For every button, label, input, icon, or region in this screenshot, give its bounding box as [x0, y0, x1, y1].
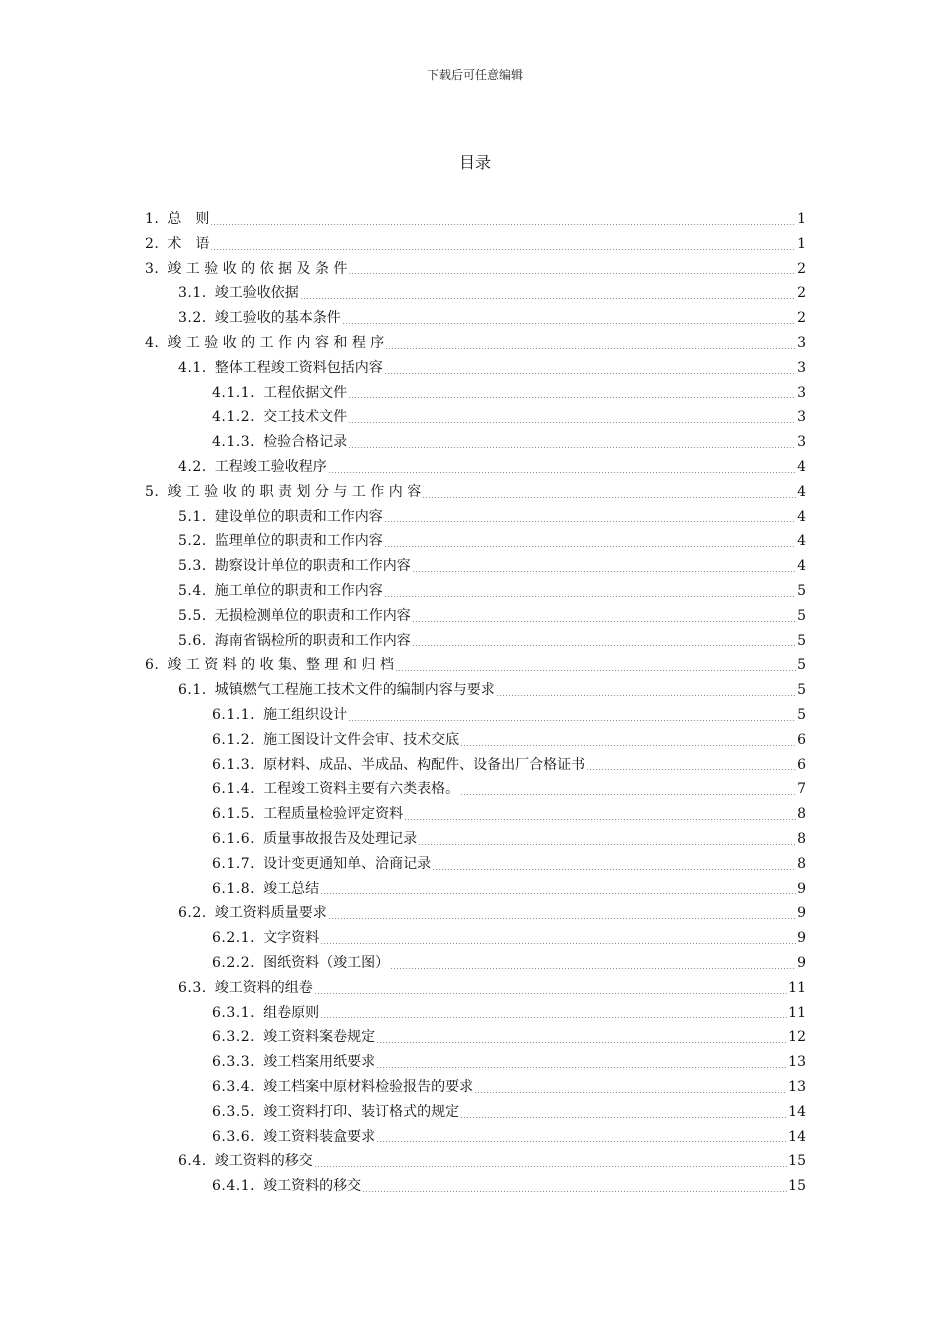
toc-dot-leader	[320, 943, 796, 944]
toc-entry[interactable]	[212, 728, 806, 753]
toc-entry[interactable]	[178, 554, 806, 579]
toc-entry-title: 工程竣工资料主要有六类表格。	[263, 781, 460, 798]
toc-dot-leader	[348, 397, 796, 398]
toc-entry-number: 5.	[145, 483, 160, 500]
toc-entry[interactable]	[212, 381, 806, 406]
toc-entry-number: 6.1.7.	[212, 855, 256, 872]
toc-entry-page: 7	[797, 781, 806, 798]
toc-entry-title: 监理单位的职责和工作内容	[214, 533, 383, 550]
toc-entry[interactable]	[178, 455, 806, 480]
toc-dot-leader	[348, 720, 796, 721]
toc-entry-title: 勘察设计单位的职责和工作内容	[214, 558, 411, 575]
toc-entry-title: 竣工资料的组卷	[214, 979, 313, 996]
toc-entry[interactable]	[212, 703, 806, 728]
toc-entry[interactable]	[145, 232, 806, 257]
toc-entry-title: 城镇燃气工程施工技术文件的编制内容与要求	[214, 682, 495, 699]
toc-entry[interactable]	[178, 1149, 806, 1174]
toc-entry-number: 6.2.	[178, 905, 207, 922]
toc-entry[interactable]	[212, 753, 806, 778]
toc-entry-title: 组卷原则	[263, 1004, 320, 1021]
toc-entry[interactable]	[212, 430, 806, 455]
toc-entry-page: 1	[797, 211, 806, 227]
toc-entry[interactable]	[145, 257, 806, 282]
toc-dot-leader	[586, 769, 796, 770]
toc-entry[interactable]	[212, 1174, 806, 1199]
toc-dot-leader	[376, 1067, 787, 1068]
toc-entry[interactable]	[212, 827, 806, 852]
toc-dot-leader	[384, 596, 796, 597]
toc-entry-number: 5.2.	[178, 533, 207, 550]
toc-dot-leader	[320, 1017, 787, 1018]
toc-entry[interactable]	[212, 1025, 806, 1050]
toc-entry-number: 6.3.	[178, 979, 207, 996]
toc-entry[interactable]	[178, 505, 806, 530]
toc-entry-page: 4	[797, 483, 806, 500]
toc-entry-page: 12	[788, 1029, 806, 1046]
toc-entry-number: 6.3.2.	[212, 1029, 256, 1046]
toc-entry[interactable]	[178, 579, 806, 604]
toc-dot-leader	[390, 968, 796, 969]
toc-entry-page: 5	[797, 707, 806, 723]
toc-dot-leader	[385, 348, 796, 349]
toc-entry-number: 6.3.4.	[212, 1079, 256, 1095]
toc-entry-number: 6.1.5.	[212, 806, 256, 823]
toc-entry-page: 3	[797, 384, 806, 401]
toc-entry-number: 6.1.	[178, 682, 207, 699]
toc-entry-page: 11	[788, 1004, 806, 1021]
toc-entry-page: 3	[797, 434, 806, 451]
toc-entry-page: 4	[797, 508, 806, 525]
toc-dot-leader	[412, 571, 796, 572]
toc-entry-number: 6.1.3.	[212, 756, 256, 773]
toc-entry-number: 6.4.	[178, 1153, 207, 1170]
toc-entry-title: 竣工资料的移交	[214, 1153, 313, 1170]
toc-entry-page: 6	[797, 756, 806, 773]
toc-entry-page: 5	[797, 657, 806, 674]
toc-entry-page: 4	[797, 533, 806, 550]
toc-entry-number: 5.5.	[178, 607, 207, 624]
toc-entry[interactable]	[178, 306, 806, 331]
toc-entry[interactable]	[178, 356, 806, 381]
toc-entry-page: 5	[797, 632, 806, 649]
toc-dot-leader	[376, 1042, 787, 1043]
toc-dot-leader	[422, 497, 796, 498]
toc-entry-title: 海南省锅检所的职责和工作内容	[214, 632, 411, 649]
toc-dot-leader	[460, 794, 796, 795]
toc-dot-leader	[300, 298, 796, 299]
toc-entry[interactable]	[178, 678, 806, 703]
toc-entry[interactable]	[178, 629, 806, 654]
toc-dot-leader	[328, 472, 796, 473]
toc-entry-number: 4.	[145, 335, 160, 351]
toc-entry-number: 6.3.3.	[212, 1054, 256, 1071]
toc-entry-page: 15	[788, 1178, 806, 1195]
toc-entry-page: 2	[797, 310, 806, 327]
toc-entry-number: 6.3.6.	[212, 1128, 256, 1145]
toc-entry-title: 竣工资料案卷规定	[263, 1029, 376, 1046]
page-title: 目录	[458, 153, 491, 172]
toc-entry-title: 文字资料	[263, 930, 320, 947]
toc-entry-page: 3	[797, 359, 806, 376]
toc-entry[interactable]	[178, 281, 806, 306]
toc-entry-title: 施工图设计文件会审、技术交底	[263, 731, 460, 748]
toc-entry-page: 6	[797, 731, 806, 748]
toc-entry-number: 6.	[145, 657, 160, 674]
toc-entry-number: 6.3.1.	[212, 1004, 256, 1021]
toc-entry-title: 竣工资料的移交	[263, 1178, 362, 1195]
toc-entry[interactable]	[145, 207, 806, 232]
toc-dot-leader	[362, 1191, 787, 1192]
toc-entry-number: 4.1.	[178, 359, 207, 376]
toc-dot-leader	[348, 273, 796, 274]
toc-dot-leader	[418, 844, 796, 845]
toc-entry-title: 工程质量检验评定资料	[263, 806, 404, 823]
toc-entry-title: 竣 工 资 料 的 收 集、整 理 和 归 档	[167, 657, 394, 674]
toc-entry[interactable]	[212, 926, 806, 951]
toc-dot-leader	[348, 422, 796, 423]
toc-entry-title: 原材料、成品、半成品、构配件、设备出厂合格证书	[263, 756, 586, 773]
toc-dot-leader	[314, 1166, 787, 1167]
toc-entry[interactable]	[212, 852, 806, 877]
toc-entry-title: 竣工总结	[263, 880, 320, 897]
toc-dot-leader	[384, 521, 796, 522]
toc-entry[interactable]	[212, 802, 806, 827]
toc-entry-title: 竣 工 验 收 的 依 据 及 条 件	[167, 260, 348, 277]
toc-dot-leader	[460, 745, 796, 746]
toc-entry-title: 工程依据文件	[263, 384, 348, 401]
toc-entry-number: 6.3.5.	[212, 1103, 256, 1120]
toc-entry[interactable]	[178, 901, 806, 926]
toc-entry[interactable]	[145, 331, 806, 356]
toc-entry[interactable]	[212, 1050, 806, 1075]
toc-entry-number: 1.	[145, 211, 160, 227]
toc-entry-number: 4.1.1.	[212, 384, 256, 401]
page-header: 下载后可任意编辑	[426, 68, 523, 82]
toc-entry-page: 13	[788, 1054, 806, 1071]
toc-entry-page: 9	[797, 905, 806, 922]
toc-dot-leader	[348, 447, 796, 448]
toc-dot-leader	[328, 918, 796, 919]
toc-entry-title: 竣工档案中原材料检验报告的要求	[263, 1079, 474, 1095]
toc-entry-page: 14	[788, 1103, 806, 1120]
toc-entry-title: 竣工档案用纸要求	[263, 1054, 376, 1071]
toc-entry-title: 总 则	[167, 211, 210, 227]
toc-entry-title: 交工技术文件	[263, 409, 348, 426]
toc-dot-leader	[314, 993, 787, 994]
toc-entry-number: 3.	[145, 260, 160, 277]
toc-dot-leader	[384, 546, 796, 547]
toc-entry-page: 9	[797, 930, 806, 947]
toc-entry-number: 5.1.	[178, 508, 207, 525]
toc-dot-leader	[460, 1117, 787, 1118]
toc-entry-page: 9	[797, 880, 806, 897]
toc-entry-page: 8	[797, 831, 806, 847]
toc-entry-number: 3.2.	[178, 310, 207, 327]
toc-entry-title: 施工单位的职责和工作内容	[214, 583, 383, 599]
toc-entry[interactable]	[212, 1100, 806, 1125]
toc-entry-number: 5.6.	[178, 632, 207, 649]
toc-entry[interactable]	[212, 951, 806, 976]
toc-entry-number: 3.1.	[178, 285, 207, 302]
toc-entry-page: 5	[797, 583, 806, 599]
toc-entry[interactable]	[212, 777, 806, 802]
toc-entry-title: 无损检测单位的职责和工作内容	[214, 607, 411, 624]
toc-entry-page: 5	[797, 682, 806, 699]
toc-entry-number: 6.2.2.	[212, 955, 256, 971]
toc-entry-number: 6.1.1.	[212, 707, 256, 723]
toc-entry-page: 3	[797, 335, 806, 351]
toc-entry-title: 术 语	[167, 235, 210, 252]
toc-entry-title: 建设单位的职责和工作内容	[214, 508, 383, 525]
toc-entry-page: 4	[797, 459, 806, 475]
toc-entry-page: 13	[788, 1079, 806, 1095]
toc-entry-page: 11	[788, 979, 806, 996]
toc-dot-leader	[342, 323, 796, 324]
toc-entry[interactable]	[178, 976, 806, 1001]
toc-entry-number: 4.2.	[178, 459, 207, 475]
toc-entry-number: 6.1.4.	[212, 781, 256, 798]
toc-entry[interactable]	[212, 1075, 806, 1100]
toc-entry-number: 6.1.8.	[212, 880, 256, 897]
toc-dot-leader	[496, 695, 796, 696]
toc-entry-title: 竣工资料装盒要求	[263, 1128, 376, 1145]
toc-entry-page: 5	[797, 607, 806, 624]
toc-entry-title: 质量事故报告及处理记录	[263, 831, 418, 847]
toc-entry-number: 6.1.6.	[212, 831, 256, 847]
toc-dot-leader	[404, 819, 796, 820]
toc-entry-page: 2	[797, 260, 806, 277]
toc-entry-page: 1	[797, 235, 806, 252]
toc-dot-leader	[210, 224, 796, 225]
toc-entry-number: 6.2.1.	[212, 930, 256, 947]
toc-entry-page: 4	[797, 558, 806, 575]
toc-entry-title: 设计变更通知单、洽商记录	[263, 855, 432, 872]
toc-dot-leader	[320, 893, 796, 894]
toc-dot-leader	[412, 645, 796, 646]
toc-entry-title: 图纸资料（竣工图）	[263, 955, 390, 971]
toc-entry-title: 施工组织设计	[263, 707, 348, 723]
toc-entry-title: 工程竣工验收程序	[214, 459, 327, 475]
toc-entry-title: 竣工验收的基本条件	[214, 310, 341, 327]
toc-entry[interactable]	[212, 405, 806, 430]
toc-entry[interactable]	[212, 1001, 806, 1026]
toc-entry-number: 4.1.2.	[212, 409, 256, 426]
toc-entry-number: 5.4.	[178, 583, 207, 599]
toc-entry-page: 15	[788, 1153, 806, 1170]
toc-dot-leader	[376, 1141, 787, 1142]
toc-entry-page: 14	[788, 1128, 806, 1145]
toc-dot-leader	[395, 670, 796, 671]
toc-entry-title: 竣 工 验 收 的 工 作 内 容 和 程 序	[167, 335, 385, 351]
toc-entry-title: 整体工程竣工资料包括内容	[214, 359, 383, 376]
toc-entry[interactable]	[145, 480, 806, 505]
toc-entry-number: 5.3.	[178, 558, 207, 575]
toc-entry-number: 6.4.1.	[212, 1178, 256, 1195]
toc-entry[interactable]	[212, 1125, 806, 1150]
toc-entry-page: 8	[797, 855, 806, 872]
toc-dot-leader	[474, 1092, 787, 1093]
toc-entry-number: 2.	[145, 235, 160, 252]
toc-entry-title: 竣工资料打印、装订格式的规定	[263, 1103, 460, 1120]
toc-entry[interactable]	[145, 653, 806, 678]
toc-entry-title: 竣工验收依据	[214, 285, 299, 302]
toc-entry-number: 6.1.2.	[212, 731, 256, 748]
toc-entry-page: 3	[797, 409, 806, 426]
toc-entry[interactable]	[178, 529, 806, 554]
toc-entry-number: 4.1.3.	[212, 434, 256, 451]
toc-entry-page: 9	[797, 955, 806, 971]
toc-dot-leader	[412, 621, 796, 622]
toc-entry-title: 竣 工 验 收 的 职 责 划 分 与 工 作 内 容	[167, 483, 422, 500]
toc-entry-page: 2	[797, 285, 806, 302]
toc-entry-title: 检验合格记录	[263, 434, 348, 451]
toc-entry-page: 8	[797, 806, 806, 823]
toc-dot-leader	[210, 249, 796, 250]
toc-entry[interactable]	[178, 604, 806, 629]
toc-dot-leader	[384, 373, 796, 374]
toc-entry[interactable]	[212, 877, 806, 902]
toc-dot-leader	[432, 869, 796, 870]
toc-entry-title: 竣工资料质量要求	[214, 905, 327, 922]
